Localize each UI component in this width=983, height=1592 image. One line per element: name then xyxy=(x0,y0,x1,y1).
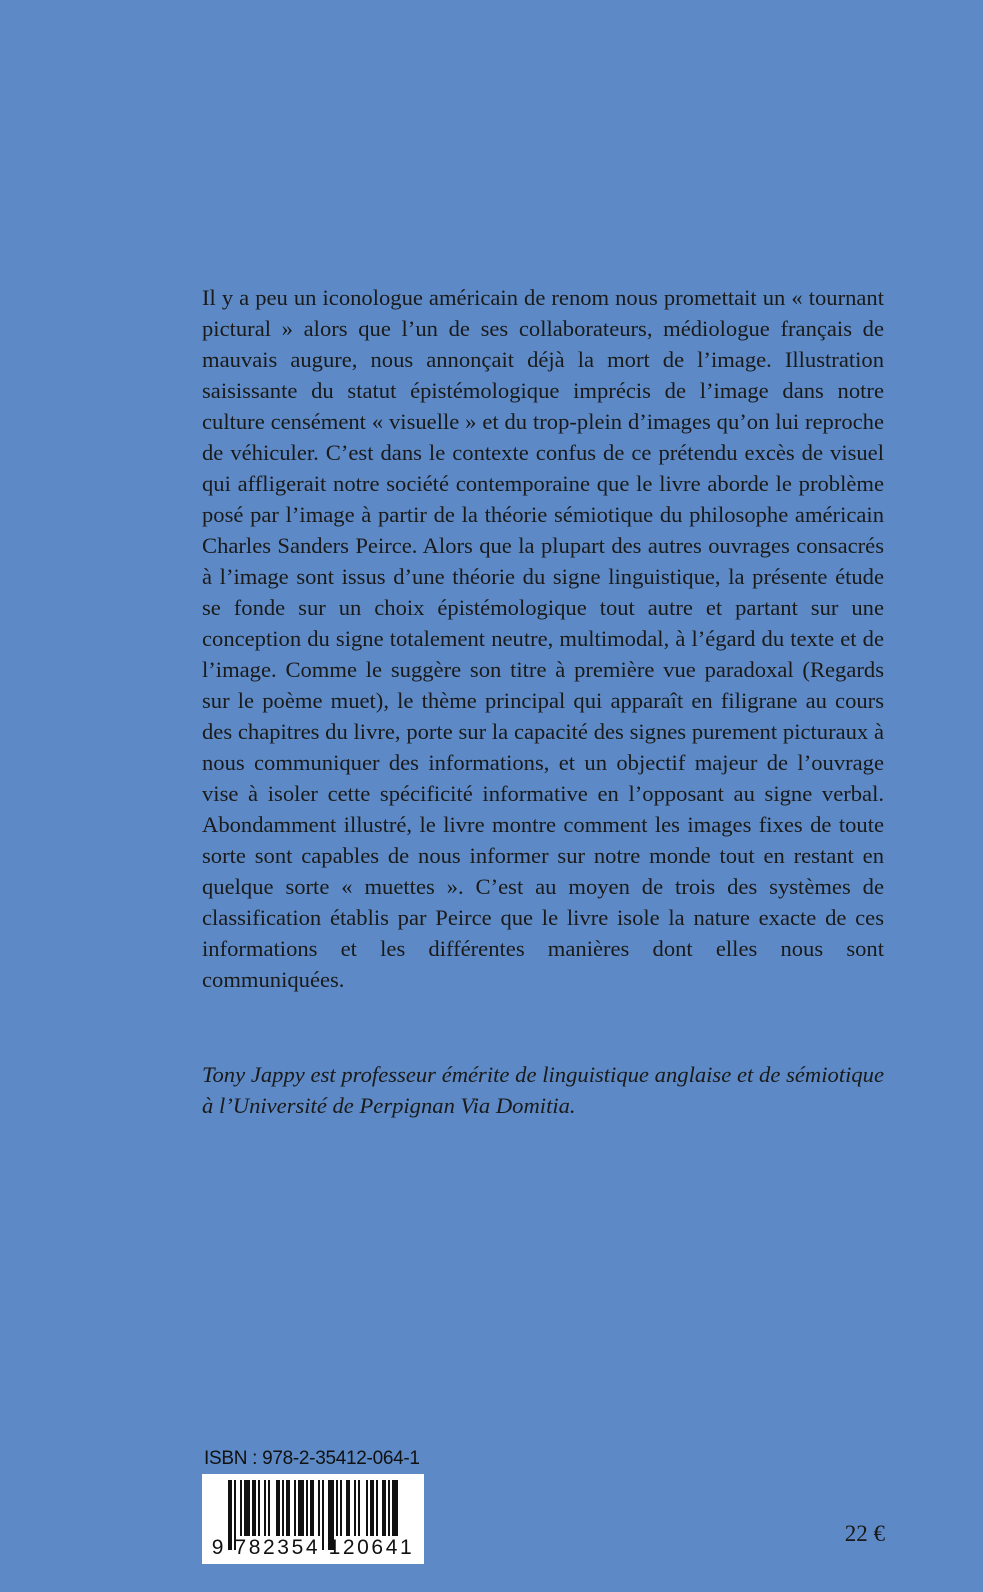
barcode-bar-28 xyxy=(392,1480,398,1536)
barcode-bar-19 xyxy=(340,1480,342,1536)
barcode-bar-25 xyxy=(376,1480,378,1536)
back-cover-blurb: Il y a peu un iconologue américain de renom nous promettait un « tournant pictural » alors que l’un de ses collaborateurs, médiologue français de mauvais augure, nous annonçait déjà la mort de l’image. Illustration saisissante du statut épistémologique imprécis de l’image dans notre culture censément « visuelle » et du trop-plein d’images qu’on lui reproche de véhiculer. C’est dans le contexte confus de ce prétendu excès de visuel qui affligerait notre société contemporaine que le livre aborde le problème posé par l’image à partir de la théorie sémiotique du philosophe américain Charles Sanders Peirce. Alors que la plupart des autres ouvrages consacrés à l’image sont issus d’une théorie du signe linguistique, la présente étude se fonde sur un choix épistémologique tout autre et partant sur une conception du signe totalement neutre, multimodal, à l’égard du texte et de l’image. Comme le suggère son titre à première vue paradoxal (Regards sur le poème muet), le thème principal qui apparaît en filigrane au cours des chapitres du livre, porte sur la capacité des signes purement picturaux à nous communiquer des informations, et un objectif majeur de l’ouvrage vise à isoler cette spécificité informative en l’opposant au signe verbal. Abondamment illustré, le livre montre comment les images fixes de toute sorte sont capables de nous informer sur notre monde tout en restant en quelque sorte « muettes ». C’est au moyen de trois des systèmes de classification établis par Peirce que le livre isole la nature exacte de ces informations et les différentes manières dont elles nous sont communiquées. xyxy=(202,285,884,992)
barcode-bar-9 xyxy=(282,1480,284,1536)
barcode-bar-27 xyxy=(388,1480,390,1536)
price: 22 € xyxy=(844,1521,885,1546)
barcode-bar-7 xyxy=(268,1480,270,1536)
barcode-bar-3 xyxy=(244,1480,250,1536)
barcode-bar-21 xyxy=(354,1480,356,1536)
barcode-bar-5 xyxy=(258,1480,260,1536)
barcode-bar-2 xyxy=(240,1480,242,1536)
barcode-bar-8 xyxy=(276,1480,280,1536)
barcode-bar-12 xyxy=(298,1480,304,1536)
barcode-bar-20 xyxy=(346,1480,350,1536)
barcode-bar-11 xyxy=(294,1480,296,1536)
barcode-bar-18 xyxy=(336,1480,338,1536)
barcode-bar-10 xyxy=(286,1480,290,1536)
barcode xyxy=(202,1474,424,1564)
barcode-bar-22 xyxy=(358,1480,360,1536)
barcode-bar-15 xyxy=(318,1480,320,1536)
barcode-bar-6 xyxy=(264,1480,266,1536)
barcode-bar-13 xyxy=(306,1480,308,1536)
barcode-bar-14 xyxy=(310,1480,314,1536)
barcode-digits: 9 782354 120641 xyxy=(211,1536,415,1559)
isbn-label: ISBN : 978-2-35412-064-1 xyxy=(204,1448,420,1469)
barcode-bar-24 xyxy=(370,1480,374,1536)
barcode-bar-26 xyxy=(382,1480,386,1536)
barcode-bar-23 xyxy=(366,1480,368,1536)
barcode-bar-4 xyxy=(252,1480,256,1536)
author-bio: Tony Jappy est professeur émérite de linguistique anglaise et de sémiotique à l’Université de Perpignan Via Domitia. xyxy=(202,1062,884,1118)
